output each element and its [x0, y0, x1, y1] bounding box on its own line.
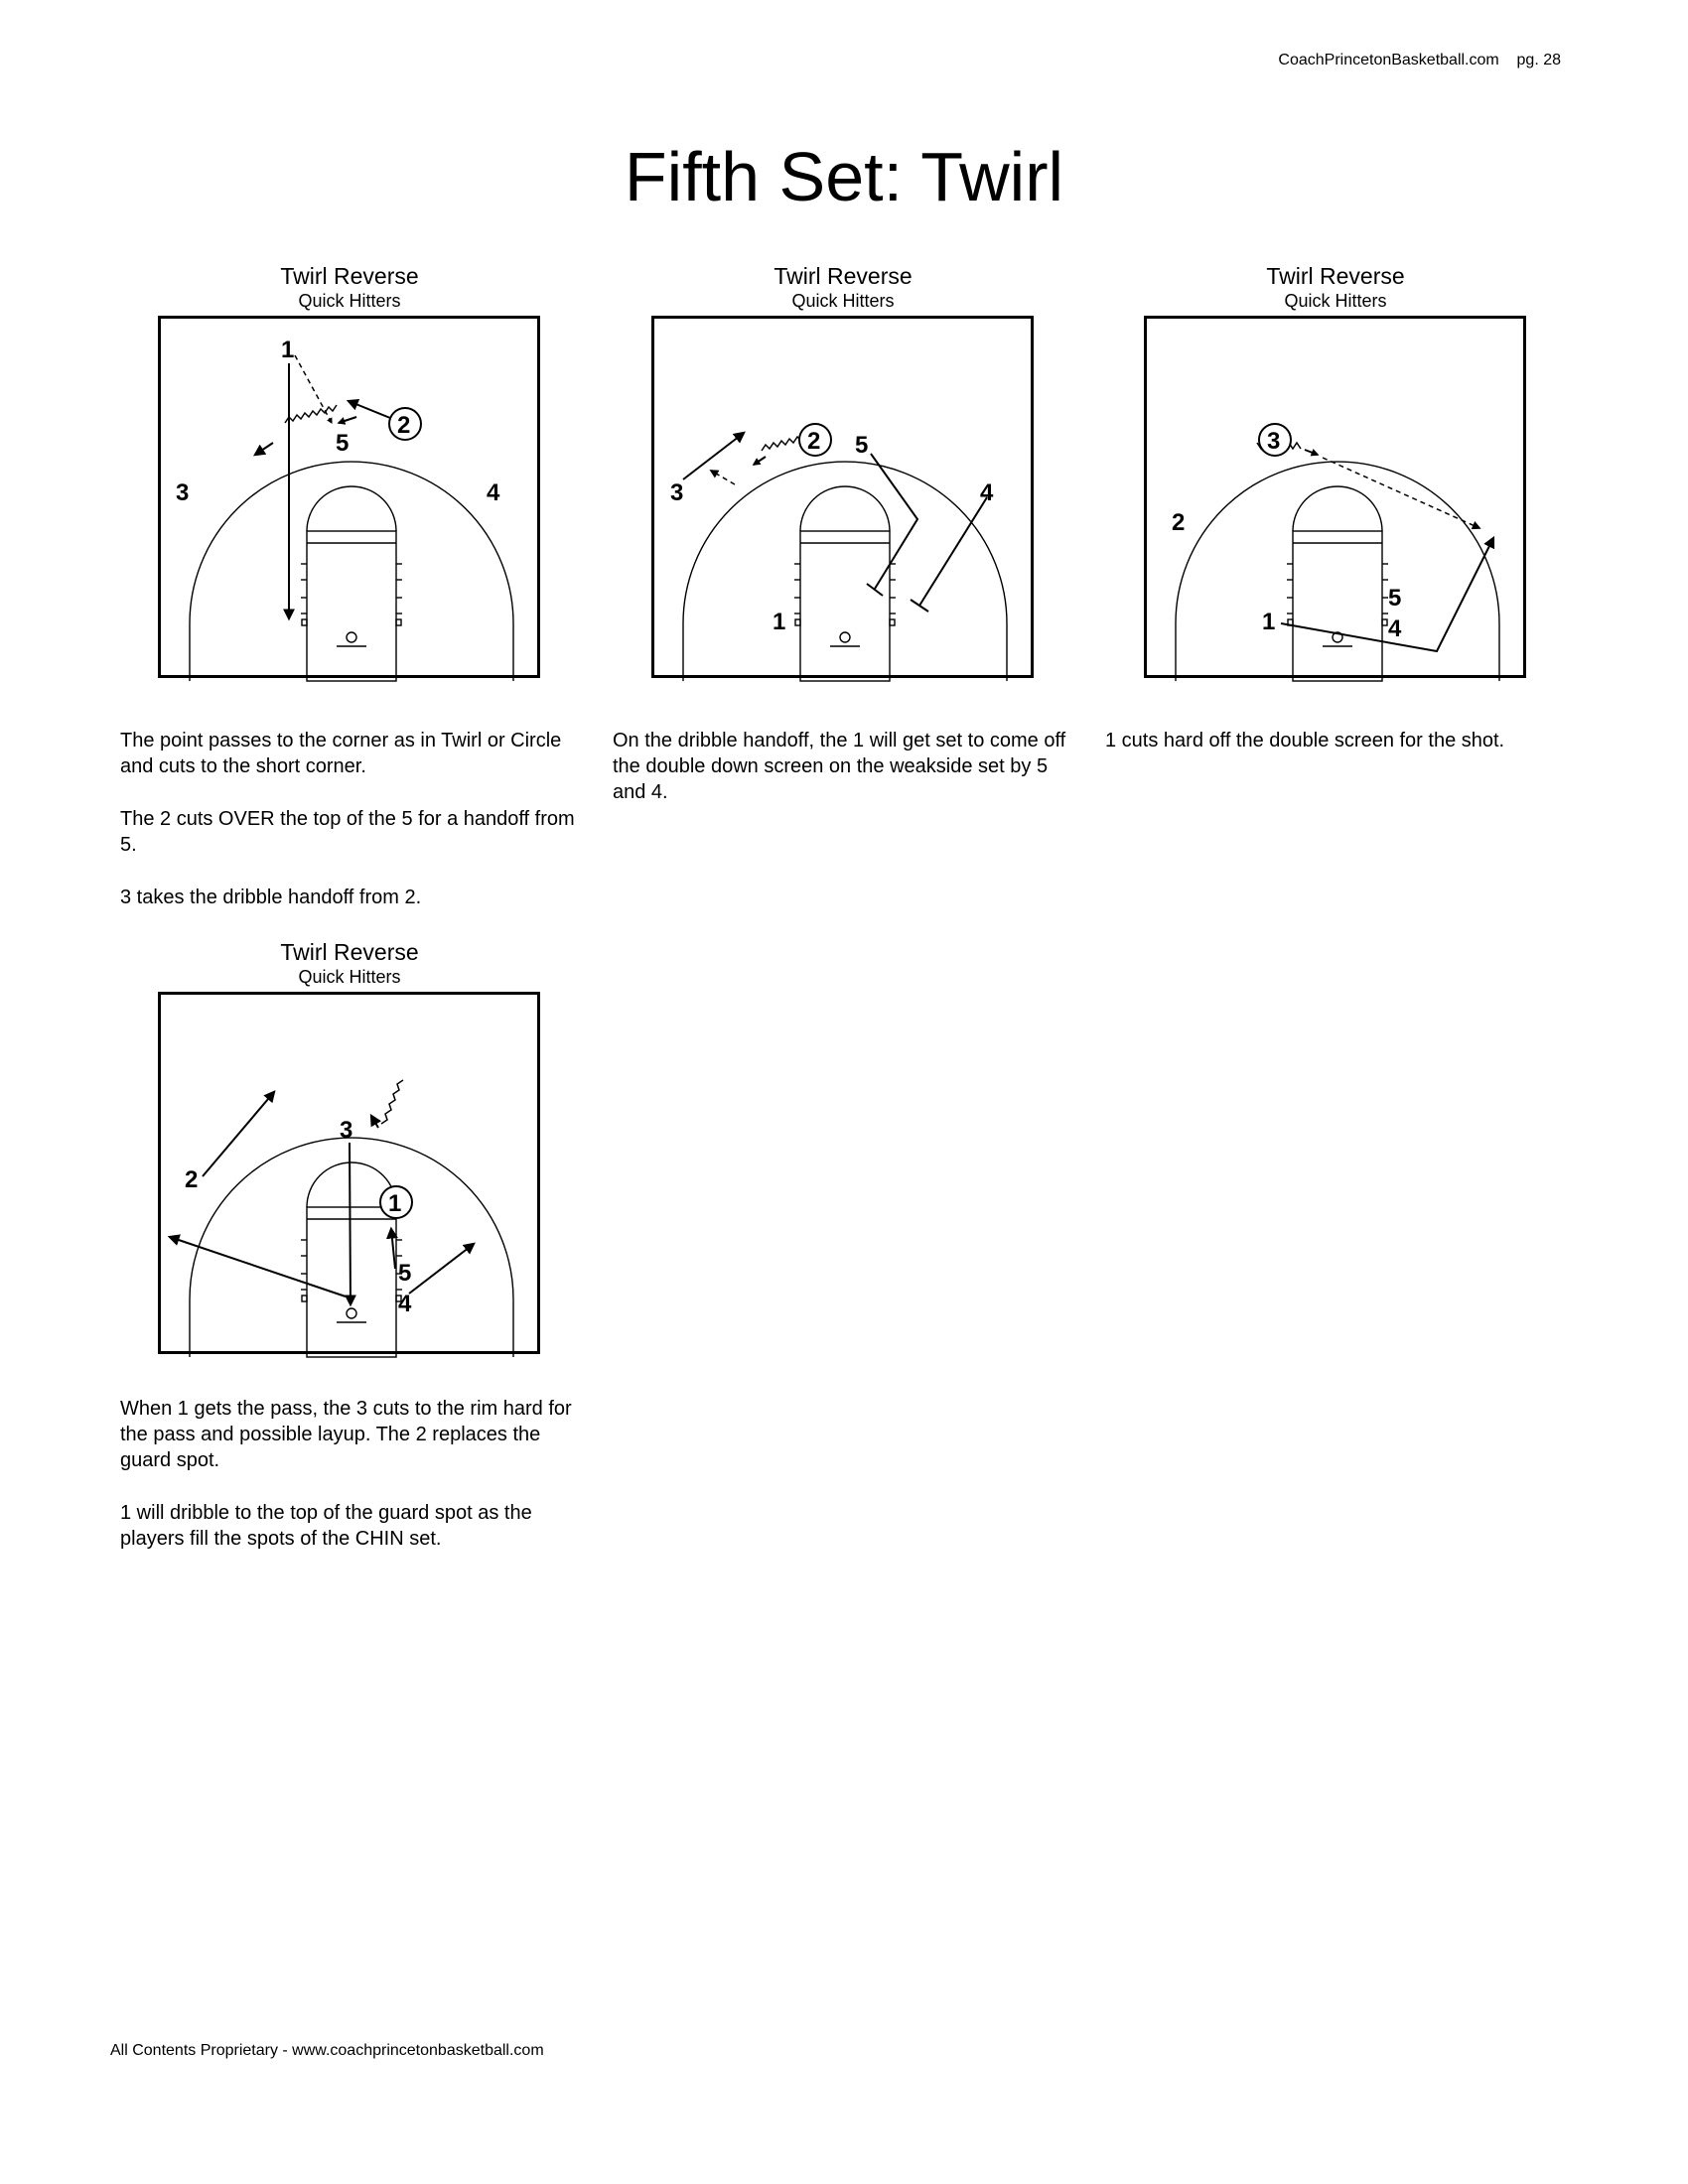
caption-paragraph: The point passes to the corner as in Twirl or Circle and cuts to the short corner. [120, 730, 562, 777]
player-markers [670, 424, 994, 635]
court-diagram-3 [1144, 316, 1526, 678]
player-4: 4 [487, 479, 500, 506]
player-4: 4 [1388, 615, 1402, 642]
player-3: 3 [340, 1117, 353, 1144]
play-actions [255, 355, 390, 618]
play-title: Twirl Reverse [1266, 263, 1405, 289]
caption-paragraph: 3 takes the dribble handoff from 2. [120, 887, 422, 908]
caption-paragraph: On the dribble handoff, the 1 will get set to come off the double down screen on the weakside set by 5 and 4. [613, 730, 1066, 803]
player-4: 4 [980, 479, 994, 506]
player-2: 2 [1172, 509, 1186, 536]
player-2: 2 [397, 412, 411, 439]
player-3: 3 [1267, 428, 1281, 455]
site-name: CoachPrincetonBasketball.com [1278, 52, 1499, 68]
court-lines [1176, 462, 1499, 681]
caption-paragraph: When 1 gets the pass, the 3 cuts to the rim hard for the pass and possible layup. The 2 replaces the guard spot. [120, 1398, 572, 1471]
caption-paragraph: The 2 cuts OVER the top of the 5 for a handoff from 5. [120, 808, 575, 856]
court-lines [190, 1138, 513, 1357]
play-heading-3 [1137, 263, 1534, 312]
page-footer: All Contents Proprietary - www.coachprincetonbasketball.com [110, 2042, 544, 2059]
player-1: 1 [1262, 609, 1276, 635]
play-actions [170, 1080, 474, 1304]
caption-paragraph: 1 will dribble to the top of the guard spot as the players fill the spots of the CHIN set. [120, 1502, 532, 1550]
caption-1 [120, 728, 587, 937]
play-subtitle: Quick Hitters [298, 291, 401, 311]
page-header [1278, 52, 1561, 69]
play-subtitle: Quick Hitters [298, 967, 401, 987]
player-1: 1 [388, 1190, 402, 1217]
play-title: Twirl Reverse [774, 263, 913, 289]
court-lines [190, 462, 513, 681]
caption-paragraph: 1 cuts hard off the double screen for the shot. [1105, 730, 1505, 751]
player-3: 3 [176, 479, 190, 506]
caption-2 [613, 728, 1079, 832]
player-markers [176, 337, 500, 506]
court-lines [683, 462, 1007, 681]
play-heading-1 [151, 263, 548, 312]
play-subtitle: Quick Hitters [791, 291, 895, 311]
play-subtitle: Quick Hitters [1284, 291, 1387, 311]
court-diagram-2 [651, 316, 1034, 678]
player-markers [1172, 424, 1402, 642]
player-2: 2 [185, 1166, 199, 1193]
player-5: 5 [1388, 585, 1402, 612]
court-diagram-1 [158, 316, 540, 678]
player-5: 5 [336, 430, 350, 457]
player-4: 4 [398, 1291, 412, 1317]
player-5: 5 [398, 1260, 412, 1287]
player-2: 2 [807, 428, 821, 455]
page-title: Fifth Set: Twirl [624, 138, 1064, 215]
player-5: 5 [855, 432, 869, 459]
caption-3 [1105, 728, 1572, 780]
play-title: Twirl Reverse [280, 939, 419, 965]
page-number: pg. 28 [1516, 52, 1561, 68]
court-diagram-4 [158, 992, 540, 1354]
play-title: Twirl Reverse [280, 263, 419, 289]
player-1: 1 [773, 609, 786, 635]
player-3: 3 [670, 479, 684, 506]
play-heading-2 [644, 263, 1042, 312]
play-heading-4 [151, 939, 548, 988]
player-1: 1 [281, 337, 295, 363]
caption-4 [120, 1396, 587, 1578]
play-actions [683, 433, 987, 612]
